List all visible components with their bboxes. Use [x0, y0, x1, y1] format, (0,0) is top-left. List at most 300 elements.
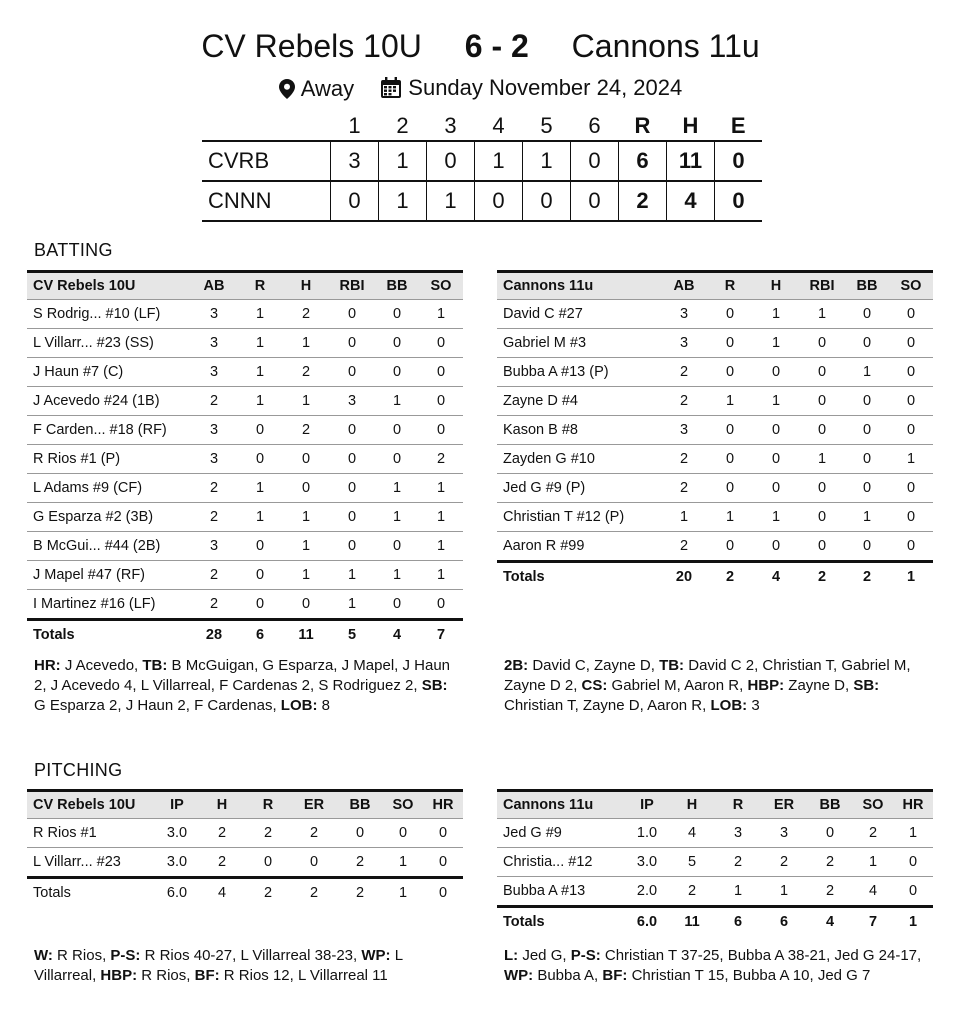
note-label: 2B:: [504, 657, 529, 674]
table-row: [497, 358, 933, 387]
stat-cell: 2: [191, 503, 237, 532]
table-row: [27, 503, 463, 532]
stat-cell: 1: [707, 387, 753, 416]
table-row: [497, 329, 933, 358]
total-cell: 2: [707, 562, 753, 592]
stat-cell: 0: [845, 416, 889, 445]
note-label: HBP:: [747, 677, 785, 694]
total-cell: 4: [753, 562, 799, 592]
inning-runs: 0: [523, 181, 571, 221]
inning-header: 1: [348, 113, 361, 138]
player-name: J Acevedo #24 (1B): [27, 387, 191, 416]
stat-cell: 0: [889, 416, 933, 445]
stat-cell: 2: [679, 538, 689, 554]
inning-runs: 1: [379, 181, 427, 221]
table-row: [27, 590, 463, 620]
pitching-table-away: [497, 789, 933, 936]
column-header: SO: [889, 272, 933, 300]
inning-runs: 1: [427, 181, 475, 221]
player-name: Zayne D #4: [497, 387, 661, 416]
note-text: B McGuigan, G Esparza, J Mapel, J Haun 2, J Acevedo 4, L Villarreal, F Cardenas 2, S Rodriguez 2,: [34, 657, 451, 694]
stat-cell: 0: [889, 329, 933, 358]
player-name: David C #27: [497, 300, 661, 329]
player-name: R Rios #1 (P): [27, 445, 191, 474]
total-cell: 0: [423, 878, 463, 908]
calendar-icon: [380, 77, 402, 99]
batting-notes-home: [34, 656, 462, 716]
pitching-header-row: [27, 791, 463, 819]
stat-cell: 0: [906, 538, 916, 554]
stat-cell: 2: [687, 883, 697, 899]
pitching-section-title: PITCHING: [34, 760, 123, 780]
stat-cell: 3: [191, 445, 237, 474]
inning-runs: 0: [475, 181, 523, 221]
batting-header-row: [497, 272, 933, 300]
player-name: J Haun #7 (C): [27, 358, 191, 387]
stat-cell: 0: [862, 538, 872, 554]
total-runs: 2: [619, 181, 667, 221]
column-header: IP: [625, 791, 669, 819]
note-text: Jed G,: [518, 947, 571, 964]
note-text: David C 2, Christian T, Gabriel M, Zayne D 2,: [504, 657, 911, 694]
stat-cell: 1: [329, 561, 375, 590]
note-label: P-S:: [110, 947, 141, 964]
stat-cell: 0: [255, 596, 265, 612]
inning-runs: 1: [523, 141, 571, 181]
player-name: Christia... #12: [497, 848, 625, 877]
column-header: H: [283, 272, 329, 300]
column-header: H: [753, 272, 799, 300]
stat-cell: 0: [329, 503, 375, 532]
stat-cell: 1: [889, 445, 933, 474]
player-name: Kason B #8: [497, 416, 661, 445]
home-team-name: CV Rebels 10U: [201, 28, 422, 64]
stat-cell: 0: [375, 532, 419, 561]
stat-cell: 1: [753, 329, 799, 358]
stat-cell: 0: [283, 474, 329, 503]
column-header: SO: [853, 791, 893, 819]
stat-cell: 3: [191, 416, 237, 445]
note-label: TB:: [659, 657, 685, 674]
total-cell: 1: [889, 562, 933, 592]
stat-cell: 3: [761, 819, 807, 848]
stat-cell: 0: [329, 474, 375, 503]
note-text: G Esparza 2, J Haun 2, F Cardenas,: [34, 697, 281, 714]
stat-cell: 1: [283, 503, 329, 532]
note-text: Christian T 37-25, Bubba A 38-21, Jed G 24-17,: [600, 947, 922, 964]
stat-cell: 0: [329, 329, 375, 358]
totals-label: Totals: [27, 878, 155, 908]
stat-cell: 1: [398, 854, 408, 870]
team-name-header: Cannons 11u: [497, 272, 661, 300]
inning-runs: 0: [571, 181, 619, 221]
stat-cell: 0: [799, 503, 845, 532]
stat-cell: 0: [309, 854, 319, 870]
note-label: HBP:: [100, 967, 138, 984]
totals-row: [497, 907, 933, 937]
stat-cell: 2: [245, 819, 291, 848]
note-text: Zayne D,: [784, 677, 854, 694]
inning-runs: 3: [331, 141, 379, 181]
stat-cell: 2: [291, 819, 337, 848]
stat-cell: 0: [392, 596, 402, 612]
stat-cell: 3.0: [155, 819, 199, 848]
stat-cell: 0: [337, 819, 383, 848]
table-row: [27, 848, 463, 878]
note-label: CS:: [581, 677, 608, 694]
total-hits: 4: [667, 181, 715, 221]
column-header: IP: [155, 791, 199, 819]
player-name: Aaron R #99: [503, 538, 585, 554]
total-cell: 2: [291, 878, 337, 908]
note-label: WP:: [504, 967, 534, 984]
stat-cell: 3: [191, 532, 237, 561]
stat-cell: 0: [845, 300, 889, 329]
stat-cell: 0: [375, 329, 419, 358]
total-runs: 6: [619, 141, 667, 181]
stat-cell: 2: [191, 561, 237, 590]
stat-cell: 0: [301, 596, 311, 612]
stat-cell: 1: [845, 358, 889, 387]
stat-cell: 1: [893, 819, 933, 848]
total-cell: 4: [375, 620, 419, 650]
table-row: [497, 819, 933, 848]
player-name: L Villarr... #23 (SS): [27, 329, 191, 358]
total-cell: 4: [199, 878, 245, 908]
stat-cell: 0: [707, 474, 753, 503]
total-cell: 7: [419, 620, 463, 650]
column-header: R: [245, 791, 291, 819]
table-row: [27, 387, 463, 416]
stat-cell: 2: [419, 445, 463, 474]
table-row: [27, 445, 463, 474]
player-name: Zayden G #10: [497, 445, 661, 474]
player-name: L Villarr... #23: [33, 854, 121, 870]
batting-table-home: [27, 270, 463, 649]
inning-header: 4: [492, 113, 505, 138]
note-text: R Rios,: [52, 947, 111, 964]
inning-runs: 1: [379, 141, 427, 181]
team-name-header: CV Rebels 10U: [27, 791, 155, 819]
note-label: SB:: [853, 677, 880, 694]
stat-cell: 0: [807, 819, 853, 848]
date: [380, 74, 682, 102]
total-cell: 7: [853, 907, 893, 937]
stat-cell: 0: [707, 300, 753, 329]
stat-cell: 2: [209, 596, 219, 612]
stat-cell: 2: [283, 358, 329, 387]
total-cell: 28: [191, 620, 237, 650]
stat-cell: 0: [753, 474, 799, 503]
stat-cell: 0: [799, 387, 845, 416]
stat-cell: 1: [753, 503, 799, 532]
column-header: H: [199, 791, 245, 819]
stat-cell: 0: [237, 561, 283, 590]
total-cell: 1: [383, 878, 423, 908]
stat-cell: 1: [283, 329, 329, 358]
total-cell: 11: [283, 620, 329, 650]
stat-cell: 1: [237, 474, 283, 503]
column-header: BB: [807, 791, 853, 819]
column-header: ER: [761, 791, 807, 819]
note-label: WP:: [361, 947, 391, 964]
column-header: R: [237, 272, 283, 300]
stat-cell: 2: [191, 474, 237, 503]
column-header: H: [669, 791, 715, 819]
errors-header: E: [730, 113, 746, 138]
stat-cell: 2: [283, 300, 329, 329]
game-title: [0, 26, 961, 66]
stat-cell: 1: [799, 445, 845, 474]
column-header: BB: [337, 791, 383, 819]
stat-cell: 1: [419, 300, 463, 329]
stat-cell: 1: [237, 503, 283, 532]
totals-row: [27, 878, 463, 908]
column-header: ER: [291, 791, 337, 819]
total-hits: 11: [667, 141, 715, 181]
player-name: Gabriel M #3: [497, 329, 661, 358]
total-cell: 4: [807, 907, 853, 937]
stat-cell: 0: [237, 532, 283, 561]
note-text: R Rios 12, L Villarreal 11: [219, 967, 388, 984]
stat-cell: 0: [889, 300, 933, 329]
stat-cell: 0: [707, 329, 753, 358]
stat-cell: 3.0: [166, 854, 188, 870]
stat-cell: 0: [845, 445, 889, 474]
date-label: Sunday November 24, 2024: [408, 75, 683, 100]
stat-cell: 0: [725, 538, 735, 554]
stat-cell: 2: [199, 819, 245, 848]
column-header: SO: [419, 272, 463, 300]
stat-cell: 0: [329, 416, 375, 445]
stat-cell: 1: [347, 596, 357, 612]
stat-cell: 0: [771, 538, 781, 554]
column-header: BB: [845, 272, 889, 300]
stat-cell: 1: [375, 503, 419, 532]
note-text: Bubba A,: [533, 967, 603, 984]
stat-cell: 2: [191, 387, 237, 416]
stat-cell: 2: [761, 848, 807, 877]
team-header: [202, 112, 331, 141]
totals-row: [27, 620, 463, 650]
stat-cell: 2: [283, 416, 329, 445]
stat-cell: 0: [436, 596, 446, 612]
stat-cell: 0: [329, 445, 375, 474]
note-label: TB:: [142, 657, 168, 674]
table-row: [497, 416, 933, 445]
stat-cell: 0: [419, 416, 463, 445]
table-row: [497, 445, 933, 474]
column-header: SO: [383, 791, 423, 819]
stat-cell: 1: [237, 300, 283, 329]
stat-cell: 0: [263, 854, 273, 870]
note-text: Christian T, Zayne D, Aaron R,: [504, 697, 711, 714]
team-name-header: Cannons 11u: [497, 791, 625, 819]
note-text: David C, Zayne D,: [528, 657, 660, 674]
stat-cell: 2: [807, 848, 853, 877]
stat-cell: 5: [669, 848, 715, 877]
note-text: J Acevedo,: [60, 657, 143, 674]
stat-cell: 0: [329, 358, 375, 387]
player-name: Bubba A #13 (P): [497, 358, 661, 387]
total-cell: 2: [799, 562, 845, 592]
location: [279, 75, 354, 103]
game-meta: [0, 74, 961, 106]
player-name: R Rios #1: [27, 819, 155, 848]
pitching-notes-away: [504, 946, 932, 986]
stat-cell: 2: [661, 445, 707, 474]
stat-cell: 0: [375, 416, 419, 445]
map-pin-icon: [279, 79, 295, 99]
batting-table-away: [497, 270, 933, 591]
inning-header: 5: [540, 113, 553, 138]
table-row: [497, 848, 933, 877]
stat-cell: 2: [661, 358, 707, 387]
batting-notes-away: [504, 656, 932, 716]
player-name: L Adams #9 (CF): [27, 474, 191, 503]
inning-runs: 0: [331, 181, 379, 221]
player-name: I Martinez #16 (LF): [33, 596, 156, 612]
stat-cell: 1: [753, 387, 799, 416]
note-text: 3: [747, 697, 760, 714]
total-errors: 0: [715, 181, 763, 221]
stat-cell: 0: [423, 819, 463, 848]
stat-cell: 0: [383, 819, 423, 848]
player-name: J Mapel #47 (RF): [27, 561, 191, 590]
total-cell: 2: [337, 878, 383, 908]
player-name: F Carden... #18 (RF): [27, 416, 191, 445]
note-label: BF:: [194, 967, 220, 984]
note-text: Gabriel M, Aaron R,: [607, 677, 748, 694]
total-cell: 6: [237, 620, 283, 650]
away-team-name: Cannons 11u: [571, 28, 760, 64]
stat-cell: 3: [191, 358, 237, 387]
stat-cell: 0: [845, 474, 889, 503]
stat-cell: 0: [375, 358, 419, 387]
column-header: RBI: [329, 272, 375, 300]
stat-cell: 4: [669, 819, 715, 848]
inning-header: 2: [396, 113, 409, 138]
stat-cell: 1: [707, 503, 753, 532]
stat-cell: 1: [779, 883, 789, 899]
table-row: [27, 819, 463, 848]
stat-cell: 1: [753, 300, 799, 329]
stat-cell: 1: [237, 329, 283, 358]
table-row: [497, 387, 933, 416]
stat-cell: 0: [707, 358, 753, 387]
stat-cell: 1: [419, 474, 463, 503]
totals-row: [497, 562, 933, 592]
pitching-header-row: [497, 791, 933, 819]
stat-cell: 2: [825, 883, 835, 899]
column-header: BB: [375, 272, 419, 300]
stat-cell: 1: [283, 387, 329, 416]
stat-cell: 0: [419, 387, 463, 416]
stat-cell: 0: [799, 329, 845, 358]
stat-cell: 1: [375, 474, 419, 503]
table-row: [497, 503, 933, 532]
stat-cell: 1: [237, 358, 283, 387]
stat-cell: 2: [853, 819, 893, 848]
stat-cell: 0: [438, 854, 448, 870]
team-name-header: CV Rebels 10U: [27, 272, 191, 300]
stat-cell: 0: [889, 358, 933, 387]
stat-cell: 0: [799, 358, 845, 387]
stat-cell: 3: [715, 819, 761, 848]
hits-header: H: [682, 113, 699, 138]
inning-runs: 0: [427, 141, 475, 181]
table-row: [497, 300, 933, 329]
stat-cell: 3.0: [625, 848, 669, 877]
note-text: R Rios 40-27, L Villarreal 38-23,: [140, 947, 362, 964]
total-cell: 6: [761, 907, 807, 937]
total-cell: 2: [245, 878, 291, 908]
column-header: AB: [191, 272, 237, 300]
stat-cell: 0: [419, 358, 463, 387]
total-errors: 0: [715, 141, 763, 181]
stat-cell: 1: [375, 561, 419, 590]
stat-cell: 3: [329, 387, 375, 416]
table-row: [27, 300, 463, 329]
stat-cell: 1: [237, 387, 283, 416]
stat-cell: 1: [419, 503, 463, 532]
note-label: W:: [34, 947, 53, 964]
stat-cell: 1.0: [625, 819, 669, 848]
table-row: [497, 877, 933, 907]
stat-cell: 3: [661, 416, 707, 445]
column-header: R: [707, 272, 753, 300]
line-score-header: [202, 112, 762, 141]
note-label: BF:: [602, 967, 628, 984]
total-cell: 6: [715, 907, 761, 937]
stat-cell: 2: [715, 848, 761, 877]
totals-label: Totals: [497, 562, 661, 592]
batting-section-title: BATTING: [34, 240, 113, 260]
stat-cell: 2: [217, 854, 227, 870]
note-label: P-S:: [570, 947, 601, 964]
batting-header-row: [27, 272, 463, 300]
table-row: [27, 532, 463, 561]
player-name: B McGui... #44 (2B): [27, 532, 191, 561]
player-name: Christian T #12 (P): [497, 503, 661, 532]
stat-cell: 1: [733, 883, 743, 899]
stat-cell: 1: [419, 561, 463, 590]
location-label: Away: [300, 76, 355, 101]
stat-cell: 0: [753, 416, 799, 445]
total-cell: 6.0: [155, 878, 199, 908]
stat-cell: 0: [889, 503, 933, 532]
stat-cell: 0: [845, 387, 889, 416]
inning-header: 6: [588, 113, 601, 138]
total-cell: 20: [661, 562, 707, 592]
inning-runs: 0: [571, 141, 619, 181]
line-score-row: [202, 141, 762, 181]
total-cell: 1: [893, 907, 933, 937]
stat-cell: 4: [868, 883, 878, 899]
total-cell: 11: [669, 907, 715, 937]
note-text: Christian T 15, Bubba A 10, Jed G 7: [627, 967, 871, 984]
player-name: G Esparza #2 (3B): [27, 503, 191, 532]
note-text: 8: [317, 697, 330, 714]
runs-header: R: [634, 113, 651, 138]
note-label: LOB:: [710, 697, 748, 714]
table-row: [27, 474, 463, 503]
stat-cell: 0: [707, 416, 753, 445]
player-name: S Rodrig... #10 (LF): [27, 300, 191, 329]
stat-cell: 0: [375, 445, 419, 474]
note-text: L Villarreal,: [34, 947, 403, 984]
stat-cell: 3: [661, 329, 707, 358]
